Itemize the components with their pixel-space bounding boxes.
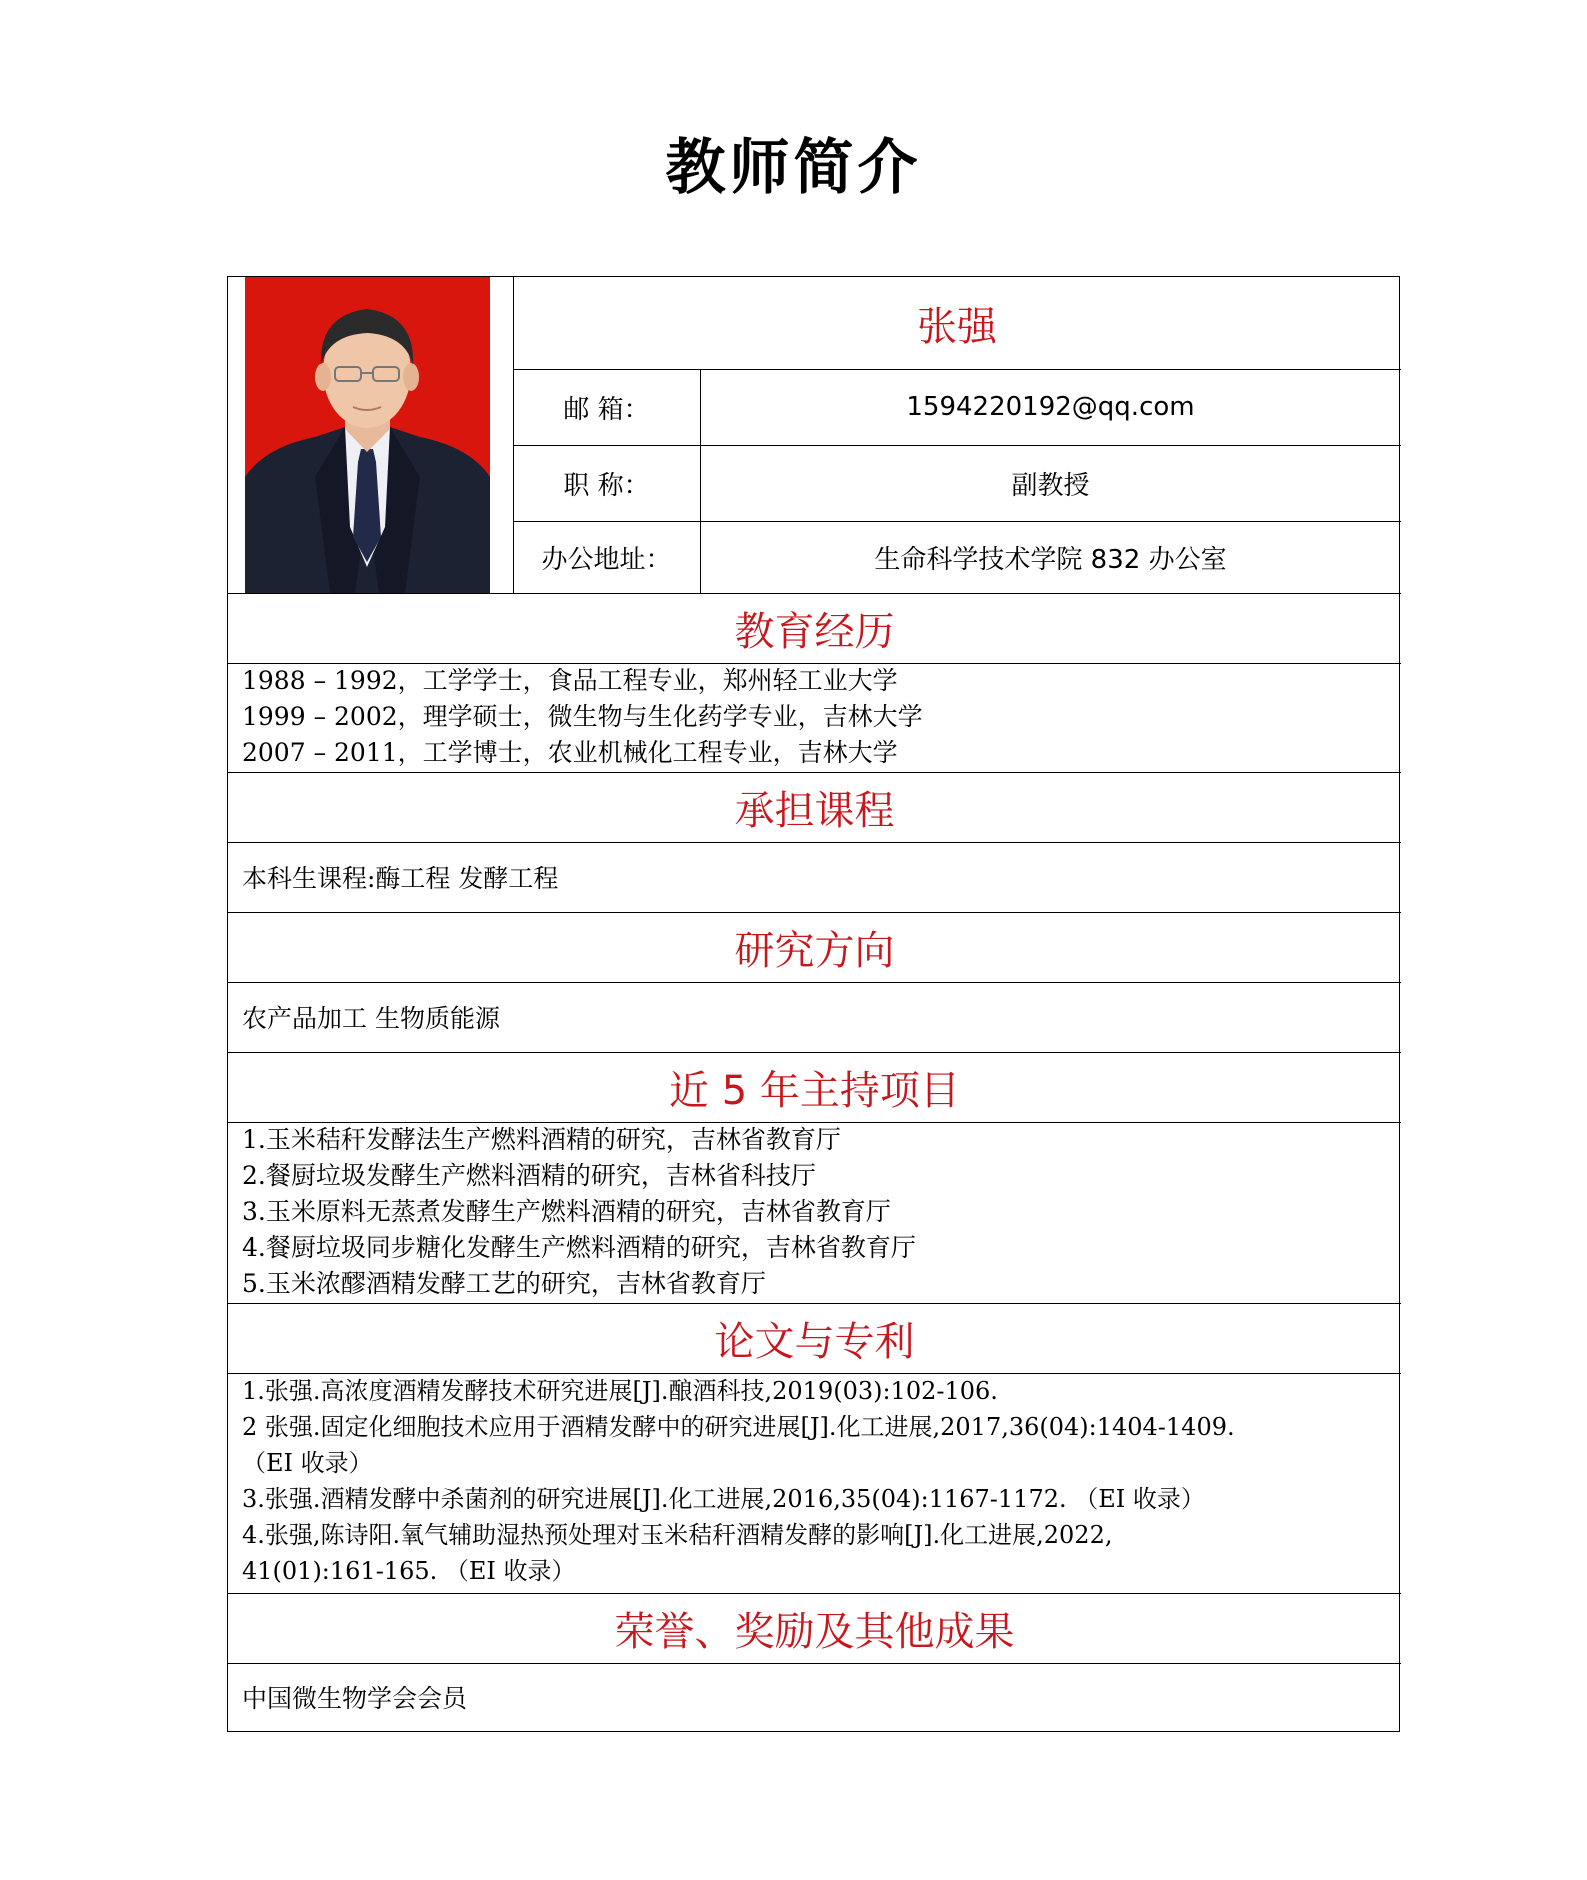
projects-list	[242, 1122, 1389, 1302]
list-item: （EI 收录）	[242, 1449, 373, 1477]
papers-list	[242, 1373, 1389, 1589]
research-heading: 研究方向	[734, 927, 895, 974]
honors-text: 中国微生物学会会员	[242, 1684, 468, 1713]
email-value: 1594220192@qq.com	[906, 392, 1195, 422]
list-item: 1999 – 2002，理学硕士，微生物与生化药学专业，吉林大学	[242, 702, 923, 731]
profile-table	[227, 276, 1400, 1732]
list-item: 4.餐厨垃圾同步糖化发酵生产燃料酒精的研究，吉林省教育厅	[242, 1233, 916, 1262]
list-item: 2.餐厨垃圾发酵生产燃料酒精的研究，吉林省科技厅	[242, 1161, 816, 1190]
portrait-icon	[245, 277, 490, 593]
list-item: 4.张强,陈诗阳.氧气辅助湿热预处理对玉米秸秆酒精发酵的影响[J].化工进展,2022,	[242, 1521, 1113, 1549]
education-heading: 教育经历	[734, 608, 895, 655]
list-item: 2 张强.固定化细胞技术应用于酒精发酵中的研究进展[J].化工进展,2017,36(04):1404-1409.	[242, 1413, 1235, 1441]
portrait-photo	[245, 277, 490, 593]
projects-heading: 近 5 年主持项目	[669, 1067, 960, 1114]
honors-heading: 荣誉、奖励及其他成果	[614, 1608, 1015, 1655]
papers-heading: 论文与专利	[714, 1318, 915, 1365]
list-item: 3.玉米原料无蒸煮发酵生产燃料酒精的研究，吉林省教育厅	[242, 1197, 891, 1226]
list-item: 1.玉米秸秆发酵法生产燃料酒精的研究，吉林省教育厅	[242, 1125, 841, 1154]
list-item: 3.张强.酒精发酵中杀菌剂的研究进展[J].化工进展,2016,35(04):1167-1172. （EI 收录）	[242, 1485, 1205, 1513]
office-value: 生命科学技术学院 832 办公室	[874, 544, 1227, 575]
education-list	[242, 663, 1389, 771]
research-text: 农产品加工 生物质能源	[242, 1004, 500, 1033]
teacher-name: 张强	[917, 303, 997, 350]
list-item: 1.张强.高浓度酒精发酵技术研究进展[J].酿酒科技,2019(03):102-106.	[242, 1377, 998, 1405]
title-value: 副教授	[1011, 470, 1090, 501]
title-label: 职 称：	[563, 470, 650, 501]
list-item: 41(01):161-165. （EI 收录）	[242, 1557, 576, 1585]
list-item: 5.玉米浓醪酒精发酵工艺的研究，吉林省教育厅	[242, 1269, 766, 1298]
list-item: 2007 – 2011，工学博士，农业机械化工程专业，吉林大学	[242, 738, 898, 767]
page-title: 教师简介	[665, 133, 922, 203]
office-label: 办公地址：	[541, 544, 672, 575]
list-item: 1988 – 1992，工学学士，食品工程专业，郑州轻工业大学	[242, 666, 898, 695]
courses-text: 本科生课程:酶工程 发酵工程	[242, 864, 559, 893]
email-label: 邮 箱：	[563, 394, 650, 425]
courses-heading: 承担课程	[734, 787, 895, 834]
